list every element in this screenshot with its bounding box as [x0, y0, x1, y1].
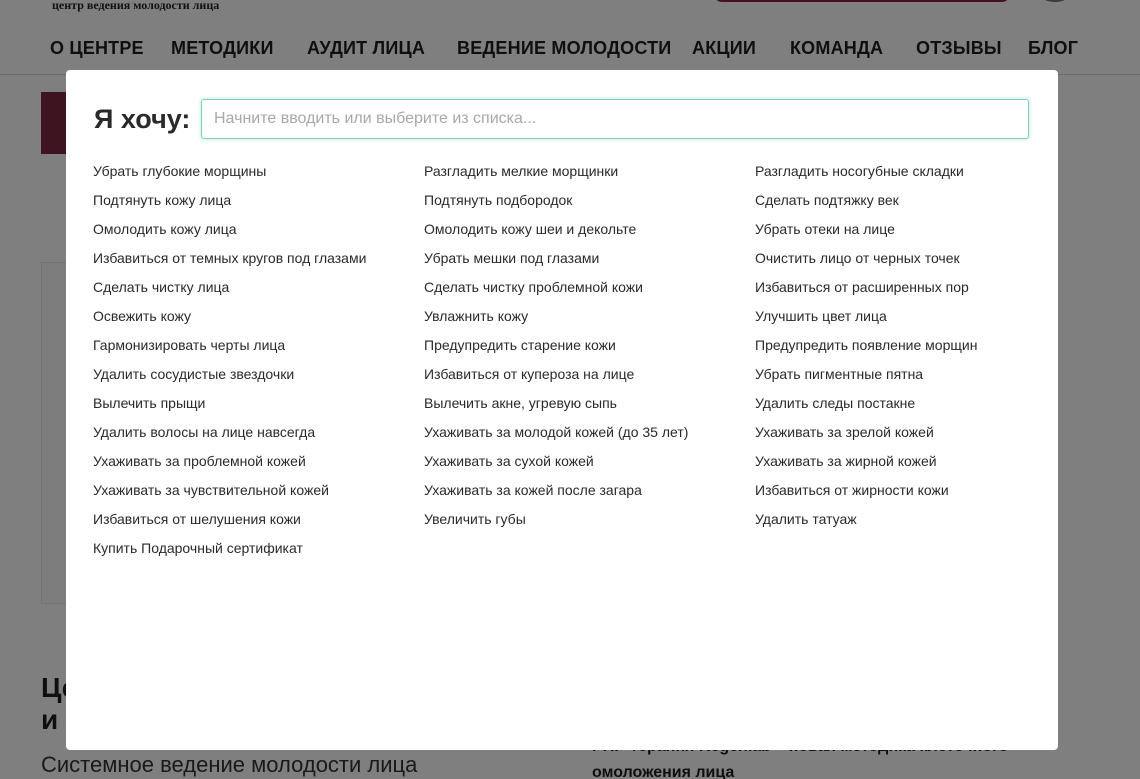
option-item[interactable]: Избавиться от расширенных пор [755, 279, 969, 295]
option-item[interactable]: Предупредить появление морщин [755, 337, 978, 353]
search-input[interactable] [201, 99, 1029, 139]
option-item[interactable]: Ухаживать за молодой кожей (до 35 лет) [424, 424, 689, 440]
option-item[interactable]: Ухаживать за чувствительной кожей [93, 482, 329, 498]
options-column-1 [93, 162, 366, 568]
option-item[interactable]: Разгладить мелкие морщинки [424, 163, 619, 179]
option-item[interactable]: Вылечить прыщи [93, 395, 206, 411]
option-item[interactable]: Удалить следы постакне [755, 395, 916, 411]
option-item[interactable]: Увеличить губы [424, 511, 526, 527]
options-column-3 [755, 162, 977, 539]
option-item[interactable]: Сделать подтяжку век [755, 192, 899, 208]
option-item[interactable]: Купить Подарочный сертификат [93, 540, 303, 556]
option-item[interactable]: Подтянуть кожу лица [93, 192, 232, 208]
option-item[interactable]: Сделать чистку проблемной кожи [424, 279, 643, 295]
option-item[interactable]: Ухаживать за зрелой кожей [755, 424, 934, 440]
option-item[interactable]: Сделать чистку лица [93, 279, 230, 295]
option-item[interactable]: Ухаживать за кожей после загара [424, 482, 642, 498]
option-item[interactable]: Вылечить акне, угревую сыпь [424, 395, 617, 411]
option-item[interactable]: Очистить лицо от черных точек [755, 250, 960, 266]
option-item[interactable]: Ухаживать за проблемной кожей [93, 453, 306, 469]
option-item[interactable]: Разгладить носогубные складки [755, 163, 964, 179]
options-column-2 [424, 162, 688, 539]
option-item[interactable]: Ухаживать за сухой кожей [424, 453, 594, 469]
option-item[interactable]: Гармонизировать черты лица [93, 337, 286, 353]
option-item[interactable]: Увлажнить кожу [424, 308, 529, 324]
option-item[interactable]: Удалить волосы на лице навсегда [93, 424, 316, 440]
option-item[interactable]: Убрать мешки под глазами [424, 250, 600, 266]
option-item[interactable]: Улучшить цвет лица [755, 308, 887, 324]
option-item[interactable]: Ухаживать за жирной кожей [755, 453, 937, 469]
option-item[interactable]: Удалить сосудистые звездочки [93, 366, 295, 382]
option-item[interactable]: Избавиться от шелушения кожи [93, 511, 301, 527]
wish-selector-modal [66, 70, 1058, 750]
option-item[interactable]: Избавиться от купероза на лице [424, 366, 635, 382]
option-item[interactable]: Избавиться от жирности кожи [755, 482, 949, 498]
option-item[interactable]: Убрать пигментные пятна [755, 366, 924, 382]
option-item[interactable]: Омолодить кожу шеи и декольте [424, 221, 637, 237]
option-item[interactable]: Предупредить старение кожи [424, 337, 616, 353]
modal-title: Я хочу: [94, 104, 191, 134]
option-item[interactable]: Удалить татуаж [755, 511, 857, 527]
option-item[interactable]: Омолодить кожу лица [93, 221, 237, 237]
option-item[interactable]: Убрать глубокие морщины [93, 163, 267, 179]
option-item[interactable]: Избавиться от темных кругов под глазами [93, 250, 367, 266]
option-item[interactable]: Подтянуть подбородок [424, 192, 573, 208]
option-item[interactable]: Освежить кожу [93, 308, 192, 324]
option-item[interactable]: Убрать отеки на лице [755, 221, 895, 237]
